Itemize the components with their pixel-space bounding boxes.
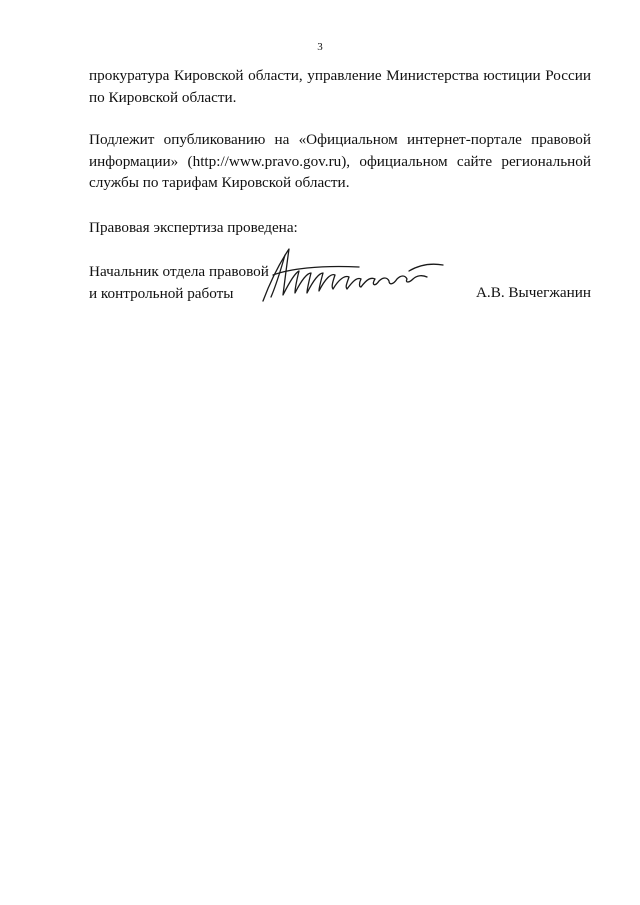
paragraph-line: Подлежит опубликованию на «Официальном интернет-портале правовой [89,131,591,148]
signatory-title-line: и контрольной работы [89,284,234,302]
handwritten-signature [259,245,449,305]
signatory-name: А.В. Вычегжанин [475,284,591,301]
page-number: 3 [317,41,323,53]
paragraph-line: по Кировской области. [89,88,237,106]
paragraph-line: прокуратура Кировской области, управление Министерства юстиции России [89,67,591,84]
signature-block [89,261,591,311]
paragraph-line: информации» (http://www.pravo.gov.ru), официальном сайте региональной [89,152,591,170]
paragraph-line: службы по тарифам Кировской области. [89,174,350,191]
recipients-paragraph [89,65,591,108]
publication-paragraph [89,129,591,194]
paragraph-line: Правовая экспертиза проведена: [89,219,298,236]
signatory-title-line: Начальник отдела правовой [89,263,269,280]
legal-review-paragraph [89,217,591,239]
signatory-title [89,261,269,304]
